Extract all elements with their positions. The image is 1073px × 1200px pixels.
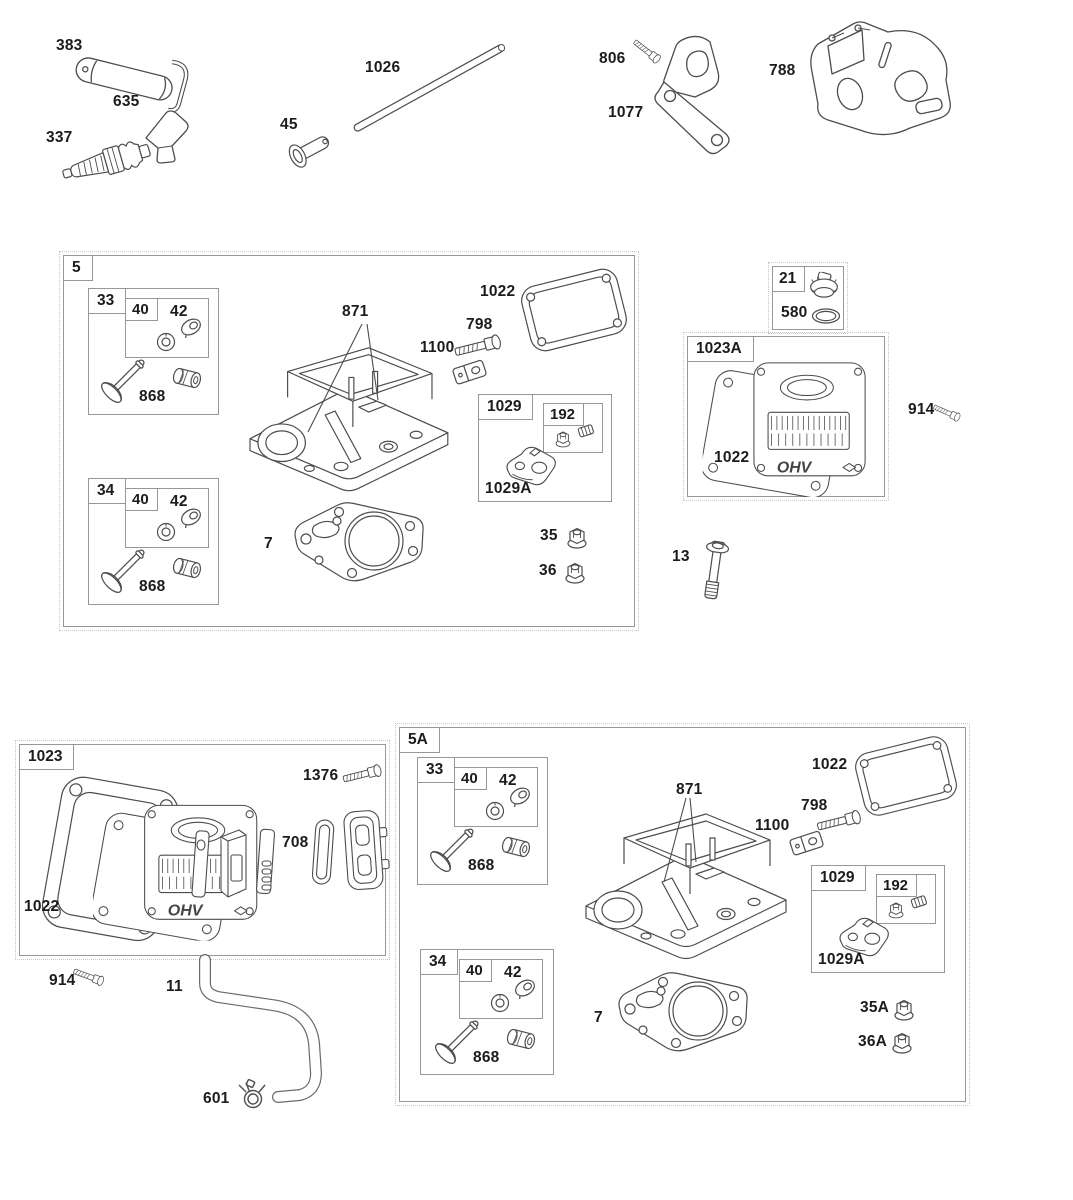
callout-7[interactable]: 7: [264, 535, 273, 552]
callout-13[interactable]: 13: [672, 548, 690, 565]
valve-retainer-drawing: [178, 316, 204, 338]
spark-plug-drawing: [58, 136, 156, 190]
screw-914-drawing: [927, 393, 969, 433]
group-1023A-tag[interactable]: 1023A: [688, 337, 754, 362]
valve-retainer-drawing: [507, 785, 533, 807]
group-21-box[interactable]: [772, 266, 844, 330]
breather-reed-drawing: [256, 827, 276, 897]
group-34-box[interactable]: [88, 478, 219, 605]
callout-788[interactable]: 788: [769, 62, 796, 79]
group-33-tag[interactable]: 33: [89, 289, 126, 314]
callout-11[interactable]: 11: [166, 978, 183, 995]
group-1029-box[interactable]: [478, 394, 612, 502]
breather-gasket-drawing: [311, 817, 337, 889]
callout-40[interactable]: 40: [455, 768, 487, 790]
leader-lines-871: [640, 794, 710, 894]
callout-42[interactable]: 42: [504, 964, 522, 981]
valve-retainer-drawing: [178, 506, 204, 528]
flange-nut-36A-drawing: [888, 1031, 916, 1057]
kit-40-42-box[interactable]: [459, 959, 543, 1019]
callout-635[interactable]: 635: [113, 93, 140, 110]
callout-1100[interactable]: 1100: [420, 339, 455, 356]
callout-798[interactable]: 798: [466, 316, 493, 333]
callout-42[interactable]: 42: [499, 772, 517, 789]
callout-1026[interactable]: 1026: [365, 59, 401, 76]
callout-1022[interactable]: 1022: [812, 756, 848, 773]
head-bolt-drawing: [691, 536, 736, 610]
callout-868[interactable]: 868: [139, 578, 166, 595]
callout-383[interactable]: 383: [56, 37, 83, 54]
valve-cover-drawing: [700, 347, 882, 497]
callout-601[interactable]: 601: [203, 1090, 230, 1107]
callout-868[interactable]: 868: [473, 1049, 500, 1066]
valve-guide-drawing: [169, 363, 205, 393]
callout-42[interactable]: 42: [170, 303, 188, 320]
hose-clamp-drawing: [236, 1079, 270, 1113]
heat-shield-drawing: [798, 16, 956, 144]
callout-35A[interactable]: 35A: [860, 999, 890, 1016]
callout-1376[interactable]: 1376: [303, 767, 339, 784]
kit-40-42-box[interactable]: [125, 298, 209, 358]
callout-871[interactable]: 871: [342, 303, 369, 320]
rocker-ball-drawing: [449, 355, 491, 389]
valve-seal-drawing: [483, 800, 507, 822]
valve-seal-drawing: [154, 331, 178, 353]
kit-40-42-box[interactable]: [125, 488, 209, 548]
callout-1022[interactable]: 1022: [714, 449, 750, 466]
group-34-box[interactable]: [420, 949, 554, 1075]
group-1029-tag[interactable]: 1029: [479, 395, 533, 420]
screw-1376-drawing: [337, 759, 391, 789]
push-rod-drawing: [348, 40, 510, 136]
callout-192[interactable]: 192: [877, 875, 917, 897]
flange-nut-35-drawing: [563, 526, 591, 552]
group-21-tag[interactable]: 21: [773, 267, 805, 292]
valve-seal-drawing: [488, 992, 512, 1014]
rocker-ball-drawing: [786, 826, 828, 860]
callout-914[interactable]: 914: [49, 972, 76, 989]
callout-337[interactable]: 337: [46, 129, 73, 146]
flange-nut-35A-drawing: [890, 998, 918, 1024]
kit-40-42-box[interactable]: [454, 767, 538, 827]
callout-7[interactable]: 7: [594, 1009, 603, 1026]
callout-868[interactable]: 868: [139, 388, 166, 405]
valve-guide-drawing: [503, 1024, 539, 1054]
oil-cap-drawing: [805, 271, 843, 307]
callout-1100[interactable]: 1100: [755, 817, 790, 834]
callout-580[interactable]: 580: [781, 304, 808, 321]
callout-1077[interactable]: 1077: [608, 104, 644, 121]
cap-seal-drawing: [809, 305, 843, 327]
head-gasket-drawing: [606, 960, 758, 1056]
group-5A-tag[interactable]: 5A: [400, 728, 440, 753]
callout-40[interactable]: 40: [460, 960, 492, 982]
callout-914[interactable]: 914: [908, 401, 935, 418]
callout-42[interactable]: 42: [170, 493, 188, 510]
group-1029-box[interactable]: [811, 865, 945, 973]
callout-35[interactable]: 35: [540, 527, 558, 544]
group-1029-tag[interactable]: 1029: [812, 866, 866, 891]
group-33-box[interactable]: [88, 288, 219, 415]
head-gasket-drawing: [282, 490, 434, 586]
group-1023-box[interactable]: [19, 744, 386, 956]
valve-seal-drawing: [154, 521, 178, 543]
screw-914-drawing: [66, 955, 114, 999]
breather-cover-drawing: [341, 807, 389, 895]
group-33-tag[interactable]: 33: [418, 758, 455, 783]
flange-nut-36-drawing: [561, 561, 589, 587]
tappet-drawing: [282, 126, 340, 172]
callout-708[interactable]: 708: [282, 834, 309, 851]
group-34-tag[interactable]: 34: [421, 950, 458, 975]
callout-806[interactable]: 806: [599, 50, 626, 67]
callout-1022[interactable]: 1022: [480, 283, 516, 300]
callout-1022[interactable]: 1022: [24, 898, 60, 915]
callout-868[interactable]: 868: [468, 857, 495, 874]
callout-36A[interactable]: 36A: [858, 1033, 888, 1050]
callout-798[interactable]: 798: [801, 797, 828, 814]
valve-guide-drawing: [498, 832, 534, 862]
callout-36[interactable]: 36: [539, 562, 557, 579]
valve-guide-drawing: [169, 553, 205, 583]
group-34-tag[interactable]: 34: [89, 479, 126, 504]
group-1023A-box[interactable]: [687, 336, 885, 497]
group-5-tag[interactable]: 5: [64, 256, 93, 281]
group-1023-tag[interactable]: 1023: [20, 745, 74, 770]
rocker-cover-gasket-drawing: [512, 258, 636, 362]
valve-retainer-drawing: [512, 977, 538, 999]
bracket-drawing: [648, 30, 748, 160]
leader-lines-871: [292, 316, 392, 441]
callout-1029A[interactable]: 1029A: [818, 951, 865, 968]
callout-40[interactable]: 40: [126, 489, 158, 511]
breather-plate-drawing: [192, 829, 210, 901]
callout-192[interactable]: 192: [544, 404, 584, 426]
callout-871[interactable]: 871: [676, 781, 703, 798]
group-33-box[interactable]: [417, 757, 548, 885]
callout-45[interactable]: 45: [280, 116, 298, 133]
callout-40[interactable]: 40: [126, 299, 158, 321]
breather-body-drawing: [215, 827, 251, 901]
callout-1029A[interactable]: 1029A: [485, 480, 532, 497]
